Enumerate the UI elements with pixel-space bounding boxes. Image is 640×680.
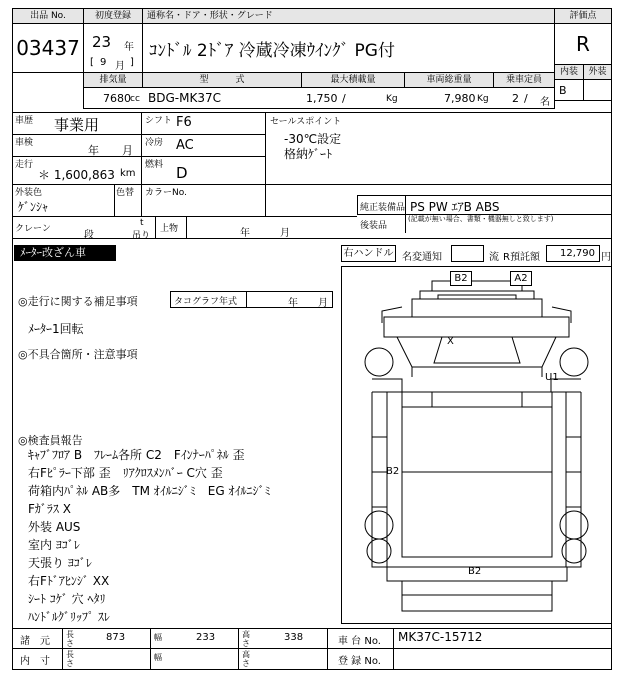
ac-value: AC bbox=[176, 138, 194, 153]
mileage-unit: km bbox=[120, 168, 136, 179]
footer-col-1 bbox=[62, 628, 63, 670]
model-label: 通称名・ドア・形状・グレード bbox=[147, 11, 273, 21]
model-label-cell bbox=[142, 8, 555, 24]
sales-point-1: -30℃設定 bbox=[284, 132, 342, 146]
vehicle-name: ｺﾝﾄﾞﾙ 2ﾄﾞｱ 冷蔵冷凍ｳｲﾝｸﾞ PG付 bbox=[149, 41, 395, 61]
footer-top-line bbox=[12, 628, 612, 629]
color-value: ｹﾞﾝｼｬ bbox=[18, 200, 49, 214]
inspector-line: 天張り ﾖｺﾞﾚ bbox=[28, 556, 92, 570]
crane-stage: 段 bbox=[84, 230, 94, 241]
r-forecast-box bbox=[546, 245, 600, 262]
damage-mark: X bbox=[447, 336, 454, 347]
sales-point-2: 格納ｹﾞｰﾄ bbox=[284, 147, 333, 161]
inspector-line: ｼｰﾄ ｺｹﾞ 穴 ﾍﾀﾘ bbox=[28, 592, 106, 606]
damage-mark: B2 bbox=[468, 566, 482, 577]
interior-label: 内装 bbox=[559, 67, 578, 77]
inner-length-label: 長さ bbox=[66, 650, 74, 668]
col-line-a bbox=[141, 112, 142, 216]
color-label: 外装色 bbox=[15, 188, 43, 198]
model-code-value: BDG-MK37C bbox=[148, 91, 221, 105]
max-load-slash: / bbox=[342, 92, 346, 105]
inner-height-label: 高さ bbox=[242, 650, 250, 668]
name-change-box bbox=[451, 245, 484, 262]
exterior-grade bbox=[584, 80, 611, 84]
inner-label: 内 寸 bbox=[20, 656, 50, 667]
sales-label: セールスポイント bbox=[270, 117, 342, 127]
vehicle-name-cell bbox=[142, 23, 555, 73]
col-line-b bbox=[114, 184, 115, 216]
shift-label: シフト bbox=[145, 116, 173, 126]
reg-month: 9 bbox=[100, 57, 107, 68]
row-line-1 bbox=[12, 134, 265, 135]
lot-number-cell bbox=[12, 23, 84, 73]
aftermarket-label: 後装品 bbox=[360, 221, 388, 231]
mount-label: 上物 bbox=[160, 224, 179, 234]
damage-mark: U1 bbox=[545, 372, 559, 383]
inspector-line: Fｶﾞﾗｽ X bbox=[28, 502, 71, 516]
inspector-line: 外装 AUS bbox=[28, 520, 81, 534]
reg-year-unit: 年 bbox=[124, 42, 134, 53]
damage-mark: B2 bbox=[450, 271, 472, 286]
crane-ton: t bbox=[140, 218, 144, 228]
driving-note: ﾒｰﾀｰ1回転 bbox=[28, 322, 84, 336]
inspector-line: 荷箱内ﾊﾟﾈﾙ AB多 TM ｵｲﾙﾆｼﾞﾐ EG ｵｲﾙﾆｼﾞﾐ bbox=[28, 484, 271, 498]
reg-year: 23 bbox=[92, 33, 112, 51]
interior-grade: B bbox=[559, 84, 567, 97]
color-no-label: カラーNo. bbox=[145, 188, 187, 198]
rating-label-cell bbox=[554, 8, 612, 24]
chassis-value: MK37C-15712 bbox=[398, 630, 483, 644]
reg-label: 登 録 No. bbox=[338, 656, 381, 667]
inspector-line: 右Fﾄﾞｱﾋﾝｼﾞ XX bbox=[28, 574, 110, 588]
r-forecast-value: 12,790 bbox=[560, 248, 595, 259]
inner-width-label: 幅 bbox=[154, 653, 162, 662]
steering-box bbox=[341, 245, 396, 262]
inspector-label: ◎検査員報告 bbox=[18, 434, 83, 447]
inspector-line: ｷｬﾌﾞﾌﾛｱ B ﾌﾚｰﾑ各所 C2 Fｲﾝﾅｰﾊﾟﾈﾙ 歪 bbox=[28, 448, 245, 462]
interior-cell bbox=[554, 79, 584, 101]
row-line-4 bbox=[12, 216, 357, 217]
usage-value: 事業用 bbox=[54, 116, 100, 134]
col-line-d bbox=[155, 216, 156, 238]
details-top-line bbox=[12, 112, 612, 113]
fuel-value: D bbox=[176, 164, 188, 182]
footer-col-3 bbox=[238, 628, 239, 670]
gross-weight-unit: Kg bbox=[477, 94, 489, 104]
tacho-year: 年 bbox=[288, 298, 298, 309]
color-change-label: 色替 bbox=[116, 188, 135, 198]
col-line-e bbox=[186, 216, 187, 238]
inspector-line: 右Fﾋﾟﾗｰ下部 歪 ﾘｱｸﾛｽﾒﾝﾊﾞｰ C穴 歪 bbox=[28, 466, 223, 480]
footer-mid-line bbox=[12, 648, 612, 649]
capacity-slash: / bbox=[524, 92, 528, 105]
lot-number: 03437 bbox=[16, 36, 80, 60]
model-code-label-cell bbox=[142, 72, 302, 88]
details-bottom-line bbox=[12, 238, 612, 239]
displacement-label: 排気量 bbox=[99, 75, 127, 85]
inspector-line: ﾊﾝﾄﾞﾙｸﾞﾘｯﾌﾟ ｽﾚ bbox=[28, 610, 110, 624]
reg-month-close: ] bbox=[130, 57, 134, 68]
reg-month-open: [ bbox=[90, 57, 94, 68]
ac-label: 冷房 bbox=[145, 138, 164, 148]
defects-label: ◎不具合箇所・注意事項 bbox=[18, 348, 138, 361]
footer-col-4 bbox=[327, 628, 328, 670]
reg-month-unit: 月 bbox=[115, 61, 125, 72]
capacity-unit: 名 bbox=[540, 97, 550, 108]
meter-tampered-banner: ﾒｰﾀｰ改ざん車 bbox=[14, 245, 116, 261]
length-label: 長さ bbox=[66, 630, 74, 648]
lot-label: 出品 No. bbox=[30, 11, 66, 21]
interior-label-cell bbox=[554, 64, 584, 80]
fuel-label: 燃料 bbox=[145, 160, 164, 170]
inspection-label: 車検 bbox=[15, 138, 34, 148]
inspection-year-unit: 年 bbox=[88, 144, 99, 157]
displacement-label-cell bbox=[83, 72, 143, 88]
equip-value: PS PW ｴｱB ABS bbox=[410, 200, 500, 214]
tacho-month: 月 bbox=[318, 298, 328, 309]
inspection-month-unit: 月 bbox=[122, 144, 133, 157]
aftermarket-note: (記載が無い場合、書類・機器無しと致します) bbox=[408, 215, 554, 223]
exterior-label: 外装 bbox=[588, 67, 607, 77]
capacity-label: 乗車定員 bbox=[505, 75, 542, 85]
first-reg-label-cell bbox=[83, 8, 143, 24]
footer-col-5 bbox=[393, 628, 394, 670]
max-load-label: 最大積載量 bbox=[330, 75, 376, 85]
exterior-label-cell bbox=[583, 64, 612, 80]
damage-mark: A2 bbox=[510, 271, 532, 286]
rating-value: R bbox=[576, 32, 590, 56]
gross-weight-label-cell bbox=[404, 72, 494, 88]
width-label: 幅 bbox=[154, 633, 162, 642]
displacement-value: 7680 bbox=[103, 92, 131, 105]
crane-hang: 吊り bbox=[132, 231, 151, 241]
first-reg-label: 初度登録 bbox=[94, 11, 131, 21]
mileage-label: 走行 bbox=[15, 160, 34, 170]
row-line-3 bbox=[12, 184, 612, 185]
shift-value: F6 bbox=[176, 115, 192, 130]
size-label: 諸 元 bbox=[20, 636, 50, 647]
equip-divider bbox=[405, 195, 406, 233]
chassis-label: 車 台 No. bbox=[338, 636, 381, 647]
tacho-label: タコグラフ年式 bbox=[174, 297, 238, 307]
model-code-label: 型 式 bbox=[199, 75, 245, 85]
gross-weight-value: 7,980 bbox=[444, 92, 476, 105]
col-line-c bbox=[265, 112, 266, 216]
displacement-unit: cc bbox=[130, 94, 140, 104]
exterior-cell bbox=[583, 79, 612, 101]
gross-weight-label: 車両総重量 bbox=[426, 75, 472, 85]
max-load-label-cell bbox=[301, 72, 405, 88]
mount-year: 年 bbox=[240, 228, 250, 239]
rating-cell bbox=[554, 23, 612, 65]
capacity-value: 2 bbox=[512, 92, 519, 105]
damage-mark: B2 bbox=[386, 466, 400, 477]
usage-label: 車歴 bbox=[15, 116, 34, 126]
width-value: 233 bbox=[196, 632, 216, 643]
ryuu-label: 流 bbox=[489, 252, 499, 263]
height-label: 高さ bbox=[242, 630, 250, 648]
tacho-divider bbox=[246, 291, 247, 308]
max-load-value: 1,750 bbox=[306, 92, 338, 105]
mount-month: 月 bbox=[280, 228, 290, 239]
lot-label-cell bbox=[12, 8, 84, 24]
equip-label: 純正装備品 bbox=[360, 203, 406, 213]
length-value: 873 bbox=[106, 632, 126, 643]
crane-label: クレーン bbox=[15, 224, 51, 234]
name-change-label: 名変通知 bbox=[402, 252, 442, 263]
rating-label: 評価点 bbox=[569, 11, 597, 21]
max-load-unit: Kg bbox=[386, 94, 398, 104]
steering-value: 右ハンドル bbox=[343, 248, 394, 259]
capacity-label-cell bbox=[493, 72, 555, 88]
height-value: 338 bbox=[284, 632, 304, 643]
mileage-value: ＊ 1,600,863 bbox=[38, 168, 115, 182]
row-line-2 bbox=[12, 156, 265, 157]
yen-label: 円 bbox=[601, 252, 611, 263]
inspector-line: 室内 ﾖｺﾞﾚ bbox=[28, 538, 80, 552]
footer-col-2 bbox=[150, 628, 151, 670]
r-forecast-label: R預託額 bbox=[503, 252, 540, 263]
driving-label: ◎走行に関する補足事項 bbox=[18, 295, 138, 308]
